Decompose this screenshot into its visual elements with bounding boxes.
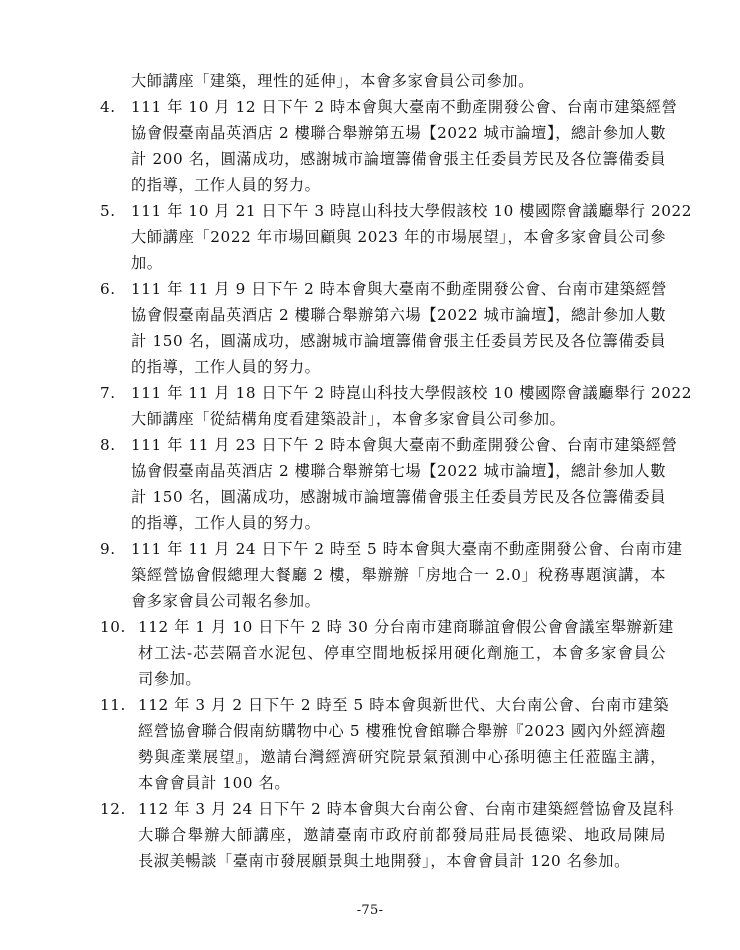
- list-item-number: 7.: [100, 384, 116, 402]
- list-item: [100, 94, 678, 198]
- list-item-line: 長淑美暢談「臺南市發展願景與土地開發」，本會會員計 120 名參加。: [138, 852, 630, 870]
- list-item-line: 111 年 11 月 23 日下午 2 時本會與大臺南不動產開發公會、台南市建築經營: [131, 436, 678, 454]
- list-item-line: 協會假臺南晶英酒店 2 樓聯合舉辦第五場【2022 城市論壇】，總計參加人數: [131, 124, 666, 142]
- list-item-line: 的指導，工作人員的努力。: [131, 358, 321, 376]
- list-item-line: 111 年 11 月 24 日下午 2 時至 5 時本會與大臺南不動產開發公會、台南市建: [131, 540, 683, 558]
- list-item-line: 的指導，工作人員的努力。: [131, 176, 321, 194]
- list-item-line: 111 年 10 月 12 日下午 2 時本會與大臺南不動產開發公會、台南市建築經營: [131, 98, 678, 116]
- list-item-number: 9.: [100, 540, 116, 558]
- list-item-line: 會多家會員公司報名參加。: [131, 592, 321, 610]
- list-item-number: 8.: [100, 436, 116, 454]
- list-item-line: 111 年 10 月 21 日下午 3 時崑山科技大學假該校 10 樓國際會議廳舉行 2022: [131, 202, 693, 220]
- list-item: [100, 614, 674, 692]
- list-item: [100, 536, 683, 614]
- list-item-line: 計 150 名，圓滿成功，感謝城市論壇籌備會張主任委員芳民及各位籌備委員: [131, 332, 666, 350]
- list-item-number: 10.: [100, 618, 126, 636]
- list-item: [100, 276, 666, 380]
- list-item-number: 4.: [100, 98, 116, 116]
- list-item-line: 大師講座「2022 年市場回顧與 2023 年的市場展望」，本會多家會員公司參: [131, 228, 666, 246]
- list-item-line: 大師講座「從結構角度看建築設計」，本會多家會員公司參加。: [131, 410, 566, 428]
- list-item-number: 6.: [100, 280, 116, 298]
- list-item-line: 本會會員計 100 名。: [138, 774, 291, 792]
- list-item-line: 的指導，工作人員的努力。: [131, 514, 321, 532]
- list-item: [100, 692, 670, 796]
- list-item: [100, 432, 678, 536]
- list-item-line: 協會假臺南晶英酒店 2 樓聯合舉辦第七場【2022 城市論壇】，總計參加人數: [131, 462, 666, 480]
- list-item-line: 計 200 名，圓滿成功，感謝城市論壇籌備會張主任委員芳民及各位籌備委員: [131, 150, 666, 168]
- list-item: [100, 796, 675, 874]
- list-item-line: 加。: [131, 254, 163, 272]
- list-item-number: 5.: [100, 202, 116, 220]
- list-item: [100, 380, 693, 432]
- list-item-line: 大聯合舉辦大師講座，邀請臺南市政府前都發局莊局長德梁、地政局陳局: [138, 826, 666, 844]
- list-item: [100, 198, 693, 276]
- list-item-line: 經營協會聯合假南紡購物中心 5 樓雅悅會館聯合舉辦『2023 國內外經濟趨: [138, 722, 666, 740]
- intro-line: 大師講座「建築，理性的延伸」，本會多家會員公司參加。: [131, 72, 534, 90]
- event-list: [100, 94, 693, 874]
- list-item-line: 112 年 3 月 2 日下午 2 時至 5 時本會與新世代、大台南公會、台南市建築: [138, 696, 670, 714]
- list-item-line: 材工法-芯芸隔音水泥包、停車空間地板採用硬化劑施工，本會多家會員公: [138, 644, 666, 662]
- list-item-number: 12.: [100, 800, 126, 818]
- list-item-line: 協會假臺南晶英酒店 2 樓聯合舉辦第六場【2022 城市論壇】，總計參加人數: [131, 306, 666, 324]
- list-item-line: 司參加。: [138, 670, 202, 688]
- list-item-number: 11.: [100, 696, 126, 714]
- list-item-line: 112 年 1 月 10 日下午 2 時 30 分台南市建商聯誼會假公會會議室舉辦新建: [138, 618, 674, 636]
- list-item-line: 111 年 11 月 9 日下午 2 時本會與大臺南不動產開發公會、台南市建築經營: [131, 280, 668, 298]
- list-item-line: 勢與產業展望』，邀請台灣經濟研究院景氣預測中心孫明德主任蒞臨主講，: [138, 748, 666, 766]
- list-item-line: 112 年 3 月 24 日下午 2 時本會與大台南公會、台南市建築經營協會及崑科: [138, 800, 675, 818]
- list-item-line: 築經營協會假總理大餐廳 2 樓，舉辦辦「房地合一 2.0」稅務專題演講，本: [131, 566, 666, 584]
- list-item-line: 計 150 名，圓滿成功，感謝城市論壇籌備會張主任委員芳民及各位籌備委員: [131, 488, 666, 506]
- list-item-line: 111 年 11 月 18 日下午 2 時崑山科技大學假該校 10 樓國際會議廳舉行 2022: [131, 384, 693, 402]
- page-number: -75-: [356, 903, 384, 918]
